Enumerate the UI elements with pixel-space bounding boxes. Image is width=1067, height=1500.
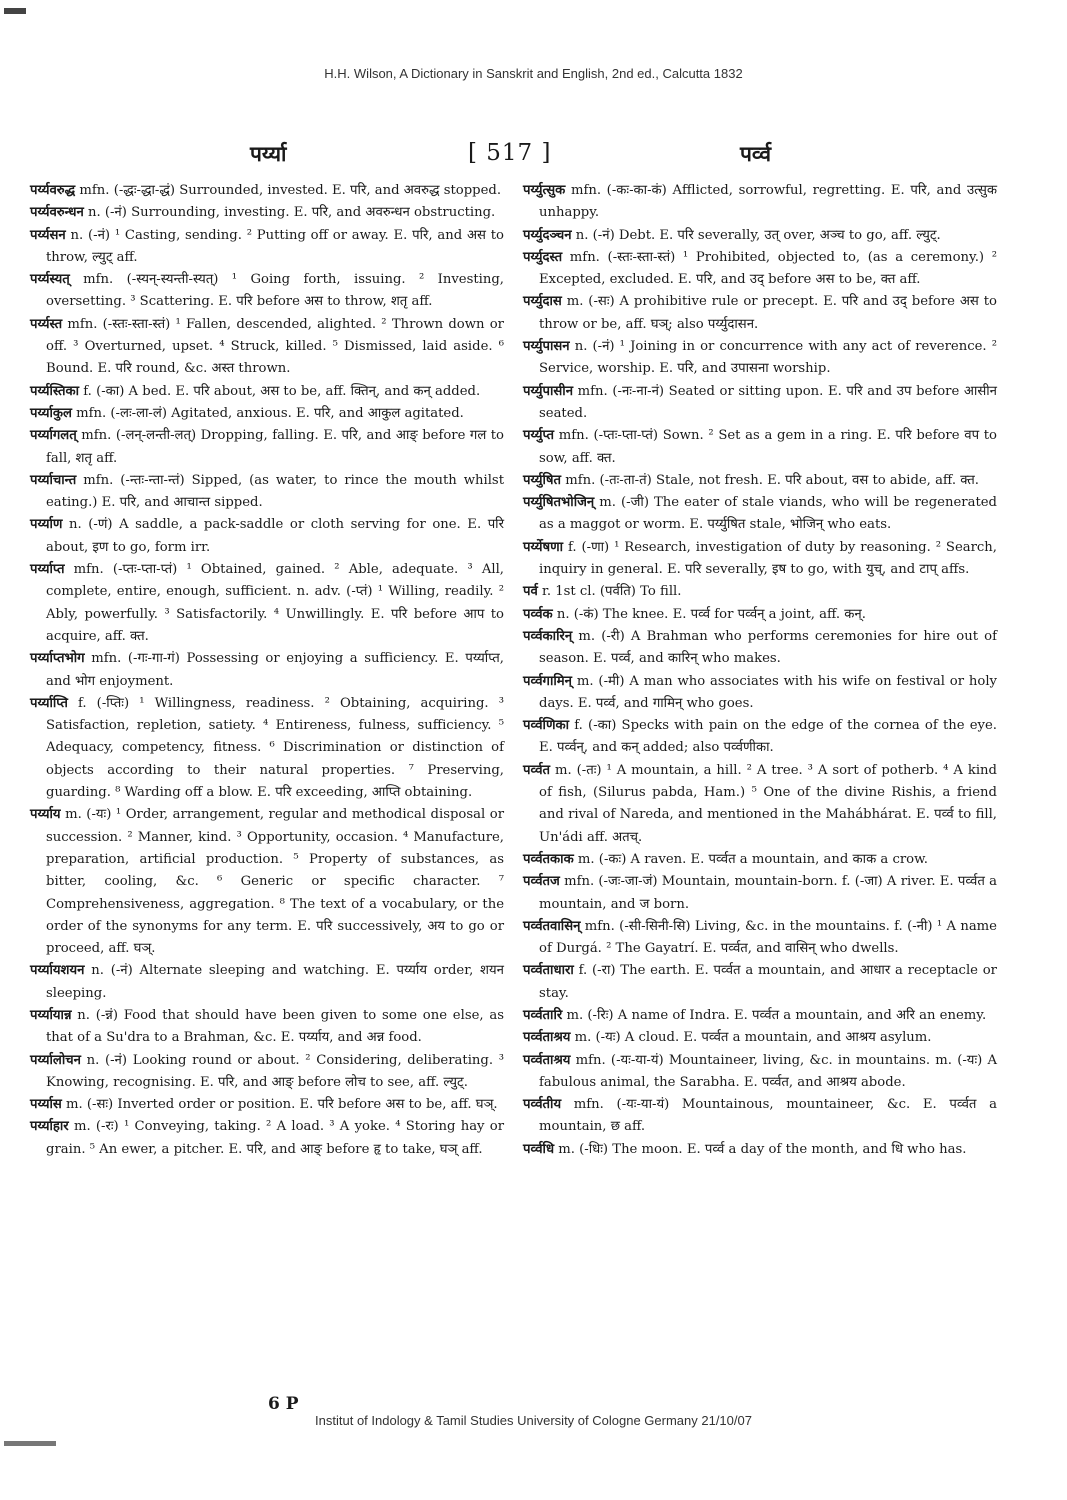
- dictionary-entry: [523, 1050, 997, 1095]
- dictionary-entry: [30, 425, 504, 470]
- entry-definition: n. (-कं) The knee. E. पर्व्व for पर्व्वन् a joint, aff. कन्.: [552, 606, 866, 622]
- entry-definition: n. (-णं) A saddle, a pack-saddle or cloth serving for one. E. परि about, इण to go, form irr.: [46, 517, 504, 555]
- entry-definition: n. (-नं) Looking round or about. ² Considering, deliberating. ³ Knowing, recognising. E. परि, and आङ् before लोच to see, aff. ल्युट्.: [46, 1052, 504, 1090]
- entry-definition: f. (-का) Specks with pain on the edge of the cornea of the eye. E. पर्व्वन्, and कन् added; also पर्व्वणीका.: [539, 718, 997, 756]
- entry-definition: mfn. (-लन्-लन्ती-लत्) Dropping, falling. E. परि, and आङ् before गल to fall, शतृ aff.: [46, 428, 504, 466]
- dictionary-entry: [30, 1050, 504, 1095]
- dictionary-entry: [523, 1005, 997, 1027]
- headword: पर्व्वताश्रय: [523, 1052, 571, 1068]
- dictionary-entry: [30, 693, 504, 804]
- entry-definition: m. (-यः) ¹ Order, arrangement, regular and methodical disposal or succession. ² Manner, kind. ³ Opportunity, occasion. ⁴ Manufacture, preparation, artificial production. ⁵ Property of substances, as bitter, cooling, &c. ⁶ Generic or specific character. ⁷ Comprehensiveness, aggregation. ⁸ The text of a vocabulary, or the order of the synonyms for any term. E. परि successively, अय to go or proceed, aff. घञ्.: [46, 807, 504, 957]
- signature-mark: 6 P: [268, 1394, 299, 1414]
- headword: पर्व्वत: [523, 762, 551, 778]
- entry-definition: n. (-नं) Alternate sleeping and watching. E. पर्य्याय order, शयन sleeping.: [46, 963, 504, 1001]
- entry-definition: mfn. (-सी-सिनी-सि) Living, &c. in the mountains. f. (-नी) ¹ A name of Durgá. ² The Gayatrí. E. पर्व्वत, and वासिन् who dwells.: [539, 918, 997, 957]
- entry-definition: mfn. (-लः-ला-लं) Agitated, anxious. E. परि, and आकुल agitated.: [71, 405, 464, 421]
- scan-artifact-top-left: [4, 8, 26, 14]
- headword: पर्य्युषित: [523, 472, 562, 488]
- headword: पर्य्याप्तभोग: [30, 651, 85, 667]
- entry-definition: mfn. (-स्तः-स्ता-स्तं) ¹ Prohibited, objected to, (as a ceremony.) ² Excepted, excluded. E. परि, and उद् before अस to be, क्त aff.: [539, 249, 997, 288]
- headword: पर्व्वक: [523, 606, 553, 622]
- dictionary-entry: [30, 470, 504, 515]
- headword: पर्य्याण: [30, 517, 63, 533]
- entry-definition: mfn. (-स्यन्-स्यन्ती-स्यत्) ¹ Going forth, issuing. ² Investing, oversetting. ³ Scattering. E. परि before अस to throw, शतृ aff.: [46, 272, 504, 310]
- headword: पर्य्याचान्त: [30, 472, 77, 488]
- dictionary-entry: [30, 960, 504, 1005]
- dictionary-entry: [523, 581, 997, 603]
- headword: पर्य्युपासन: [523, 339, 570, 355]
- dictionary-entry: [523, 871, 997, 916]
- dictionary-entry: [523, 671, 997, 716]
- entry-definition: mfn. (-यः-या-यं) Mountaineer, living, &c. in mountains. m. (-यः) A fabulous animal, the Sarabha. E. पर्व्वत, and आश्रय abode.: [539, 1052, 997, 1090]
- entry-definition: m. (-मी) A man who associates with his wife on festival or holy days. E. पर्व्व, and गामिन् who goes.: [539, 673, 997, 711]
- dictionary-entry: [523, 470, 997, 492]
- headword: पर्य्युदस्त: [523, 249, 563, 265]
- headword: पर्य्यवरुन्धन: [30, 205, 84, 221]
- headword: पर्व्वतवासिन्: [523, 918, 581, 934]
- entry-definition: mfn. (-प्तः-प्ता-प्तं) ¹ Obtained, gained. ² Able, adequate. ³ All, complete, entire, enough, sufficient. n. adv. (-प्तं) ¹ Willing, readily. ² Ably, powerfully. ³ Satisfactorily. ⁴ Unwillingly. E. परि before आप to acquire, aff. क्त.: [46, 562, 504, 644]
- dictionary-entry: [523, 604, 997, 626]
- dictionary-entry: [30, 180, 504, 202]
- entry-definition: mfn. (-प्तः-प्ता-प्तं) Sown. ² Set as a gem in a ring. E. परि before वप to sow, aff. क्त.: [539, 428, 997, 466]
- dictionary-entry: [523, 425, 997, 470]
- headword: पर्व्वणिका: [523, 718, 570, 734]
- entry-definition: m. (-तः) ¹ A mountain, a hill. ² A tree. ³ A sort of potherb. ⁴ A kind of fish, (Silurus pabda, Ham.) ⁵ One of the divine Rishis, a friend and rival of Nareda, and mentioned in the Mahábhárat. E. पर्व्व to fill, Un'ádi aff. अतच्.: [539, 762, 997, 845]
- headword: पर्य्याय: [30, 807, 61, 823]
- dictionary-entry: [30, 514, 504, 559]
- dictionary-entry: [523, 381, 997, 426]
- dictionary-entry: [30, 648, 504, 693]
- dictionary-entry: [523, 537, 997, 582]
- entry-definition: f. (-णा) ¹ Research, investigation of duty by reasoning. ² Search, inquiry in general. E. परि severally, इष to go, with युच्, and टाप् affs.: [539, 539, 997, 578]
- headword: पर्य्याप्ति: [30, 695, 68, 711]
- dictionary-entry: [523, 336, 997, 381]
- dictionary-entry: [523, 715, 997, 760]
- headword: पर्य्यस्तिका: [30, 383, 80, 399]
- entry-definition: mfn. (-कः-का-कं) Afflicted, sorrowful, regretting. E. परि, and उत्सुक unhappy.: [539, 183, 997, 221]
- entry-definition: mfn. (-गः-गा-गं) Possessing or enjoying a sufficiency. E. पर्य्याप्त, and भोग enjoyment.: [46, 651, 504, 689]
- dictionary-entry: [523, 1027, 997, 1049]
- entry-definition: m. (-सः) Inverted order or position. E. परि before अस to be, aff. घञ्.: [61, 1097, 498, 1113]
- headword: पर्व्वतीय: [523, 1097, 562, 1113]
- dictionary-entry: [30, 202, 504, 224]
- headword: पर्य्यायशयन: [30, 963, 85, 979]
- headword: पर्व्वधि: [523, 1141, 555, 1157]
- entry-definition: r. 1st cl. (पर्वति) To fill.: [537, 584, 682, 600]
- dictionary-entry: [523, 849, 997, 871]
- dictionary-entry: [30, 269, 504, 314]
- entry-definition: m. (-कः) A raven. E. पर्व्वत a mountain, and काक a crow.: [573, 851, 928, 867]
- headword: पर्य्यागलत्: [30, 428, 77, 444]
- headword: पर्व्वतकाक: [523, 851, 574, 867]
- dictionary-entry: [30, 559, 504, 648]
- headword: पर्य्यस्यत्: [30, 272, 70, 288]
- entry-definition: mfn. (-नः-ना-नं) Seated or sitting upon. E. परि and उप before आसीन seated.: [539, 383, 997, 421]
- left-column: [30, 180, 504, 1161]
- entry-definition: n. (-नं) ¹ Joining in or concurrence with any act of reverence. ² Service, worship. E. परि, and उपासना worship.: [539, 339, 997, 377]
- source-header: H.H. Wilson, A Dictionary in Sanskrit and English, 2nd ed., Calcutta 1832: [324, 66, 743, 81]
- headword: पर्य्युदास: [523, 294, 562, 310]
- headword: पर्य्युपासीन: [523, 383, 574, 399]
- entry-definition: mfn. (-न्तः-न्ता-न्तं) Sipped, (as water, to rince the mouth whilst eating.) E. परि, and आचान्त sipped.: [46, 472, 504, 511]
- dictionary-entry: [523, 1094, 997, 1139]
- headword: पर्व: [523, 584, 538, 600]
- entry-definition: f. (-का) A bed. E. परि about, अस to be, aff. क्तिन्, and कन् added.: [79, 383, 481, 399]
- dictionary-entry: [30, 314, 504, 381]
- headword: पर्व्वतारि: [523, 1007, 563, 1023]
- entry-definition: mfn. (-यः-या-यं) Mountainous, mountaineer, &c. E. पर्व्वत a mountain, छ aff.: [539, 1097, 997, 1135]
- entry-definition: m. (-धिः) The moon. E. पर्व्व a day of the month, and धि who has.: [554, 1141, 967, 1157]
- dictionary-entry: [30, 1094, 504, 1116]
- entry-definition: mfn. (-तः-ता-तं) Stale, not fresh. E. परि about, वस to abide, aff. क्त.: [561, 472, 979, 488]
- headword: पर्य्याप्त: [30, 562, 65, 578]
- headword: पर्य्यवरुद्ध: [30, 183, 76, 198]
- entry-definition: mfn. (-जः-जा-जं) Mountain, mountain-born. f. (-जा) A river. E. पर्व्वत a mountain, and ज born.: [539, 874, 997, 912]
- dictionary-entry: [523, 291, 997, 336]
- headword: पर्व्वकारिन्: [523, 628, 573, 644]
- headword: पर्य्युदञ्चन: [523, 227, 572, 243]
- headword: पर्य्यसन: [30, 227, 66, 243]
- entry-definition: m. (-सः) A prohibitive rule or precept. E. परि and उद् before अस to throw or be, aff. घञ्; also पर्य्युदासन.: [539, 294, 997, 332]
- dictionary-entry: [30, 1116, 504, 1161]
- headword: पर्य्यास: [30, 1097, 62, 1113]
- dictionary-entry: [30, 403, 504, 425]
- page-number: [ 517 ]: [468, 140, 552, 166]
- dictionary-entry: [30, 225, 504, 270]
- entry-definition: mfn. (-स्तः-स्ता-स्तं) ¹ Fallen, descended, alighted. ² Thrown down or off. ³ Overturned, upset. ⁴ Struck, killed. ⁵ Dismissed, laid aside. ⁶ Bound. E. परि round, &c. अस्त thrown.: [46, 316, 504, 377]
- dictionary-entry: [30, 804, 504, 960]
- headword: पर्व्वताश्रय: [523, 1030, 571, 1046]
- dictionary-entry: [523, 760, 997, 849]
- running-head-left: पर्य्या: [250, 141, 287, 166]
- headword: पर्य्येषणा: [523, 539, 564, 555]
- entry-definition: f. (-रा) The earth. E. पर्व्वत a mountain, and आधार a receptacle or stay.: [539, 963, 997, 1001]
- entry-definition: m. (-जी) The eater of stale viands, who will be regenerated as a maggot or worm. E. पर्य्युषित stale, भोजिन् who eats.: [539, 495, 997, 533]
- dictionary-entry: [523, 180, 997, 225]
- dictionary-entry: [523, 1139, 997, 1161]
- entry-definition: mfn. (-द्धः-द्धा-द्धं) Surrounded, invested. E. परि, and अवरुद्ध stopped.: [75, 183, 502, 198]
- headword: पर्य्युषितभोजिन्: [523, 495, 595, 511]
- headword: पर्य्युत्सुक: [523, 183, 566, 198]
- dictionary-entry: [523, 626, 997, 671]
- headword: पर्व्वताधारा: [523, 963, 574, 979]
- headword: पर्य्यालोचन: [30, 1052, 81, 1068]
- entry-definition: n. (-नं) Surrounding, investing. E. परि, and अवरुन्धन obstructing.: [83, 205, 496, 221]
- entry-definition: n. (-न्नं) Food that should have been given to some one else, as that of a Su'dra to a Brahman, &c. E. पर्य्याय, and अन्न food.: [46, 1007, 504, 1046]
- dictionary-entry: [523, 225, 997, 247]
- headword: पर्य्यस्त: [30, 316, 63, 332]
- headword: पर्व्वतज: [523, 874, 560, 890]
- entry-definition: f. (-प्तिः) ¹ Willingness, readiness. ² Obtaining, acquiring. ³ Satisfaction, repletion, satiety. ⁴ Entireness, fulness, sufficiency. ⁵ Adequacy, competency, fitness. ⁶ Discrimination or distinction of objects according to their natural properties. ⁷ Preserving, guarding. ⁸ Warding off a blow. E. परि exceeding, आप्ति obtaining.: [46, 695, 504, 801]
- entry-definition: n. (-नं) ¹ Casting, sending. ² Putting off or away. E. परि, and अस to throw, ल्युट् aff.: [46, 227, 504, 265]
- entry-definition: m. (-री) A Brahman who performs ceremonies for hire out of season. E. पर्व्व, and कारिन् who makes.: [539, 628, 997, 667]
- entry-definition: m. (-यः) A cloud. E. पर्व्वत a mountain, and आश्रय asylum.: [570, 1030, 932, 1046]
- dictionary-entry: [30, 1005, 504, 1050]
- headword: पर्य्याहार: [30, 1119, 69, 1135]
- scan-artifact-bottom-left: [4, 1441, 56, 1446]
- entry-definition: n. (-नं) Debt. E. परि severally, उत् over, अञ्च to go, aff. ल्युट्.: [571, 227, 941, 243]
- dictionary-entry: [30, 381, 504, 403]
- dictionary-entry: [523, 247, 997, 292]
- dictionary-entry: [523, 492, 997, 537]
- right-column: [523, 180, 997, 1161]
- entry-definition: m. (-रिः) A name of Indra. E. पर्व्वत a mountain, and अरि an enemy.: [562, 1007, 987, 1023]
- headword: पर्व्वगामिन्: [523, 673, 572, 689]
- entry-definition: m. (-रः) ¹ Conveying, taking. ² A load. ³ A yoke. ⁴ Storing hay or grain. ⁵ An ewer, a pitcher. E. परि, and आङ् before हृ to take, घञ् aff.: [46, 1119, 504, 1157]
- source-footer: Institut of Indology & Tamil Studies University of Cologne Germany 21/10/07: [315, 1413, 752, 1428]
- dictionary-entry: [523, 916, 997, 961]
- headword: पर्य्युप्त: [523, 428, 555, 444]
- dictionary-entry: [523, 960, 997, 1005]
- running-head-right: पर्व्व: [740, 141, 772, 166]
- headword: पर्य्यायान्न: [30, 1007, 72, 1023]
- headword: पर्य्याकुल: [30, 405, 72, 421]
